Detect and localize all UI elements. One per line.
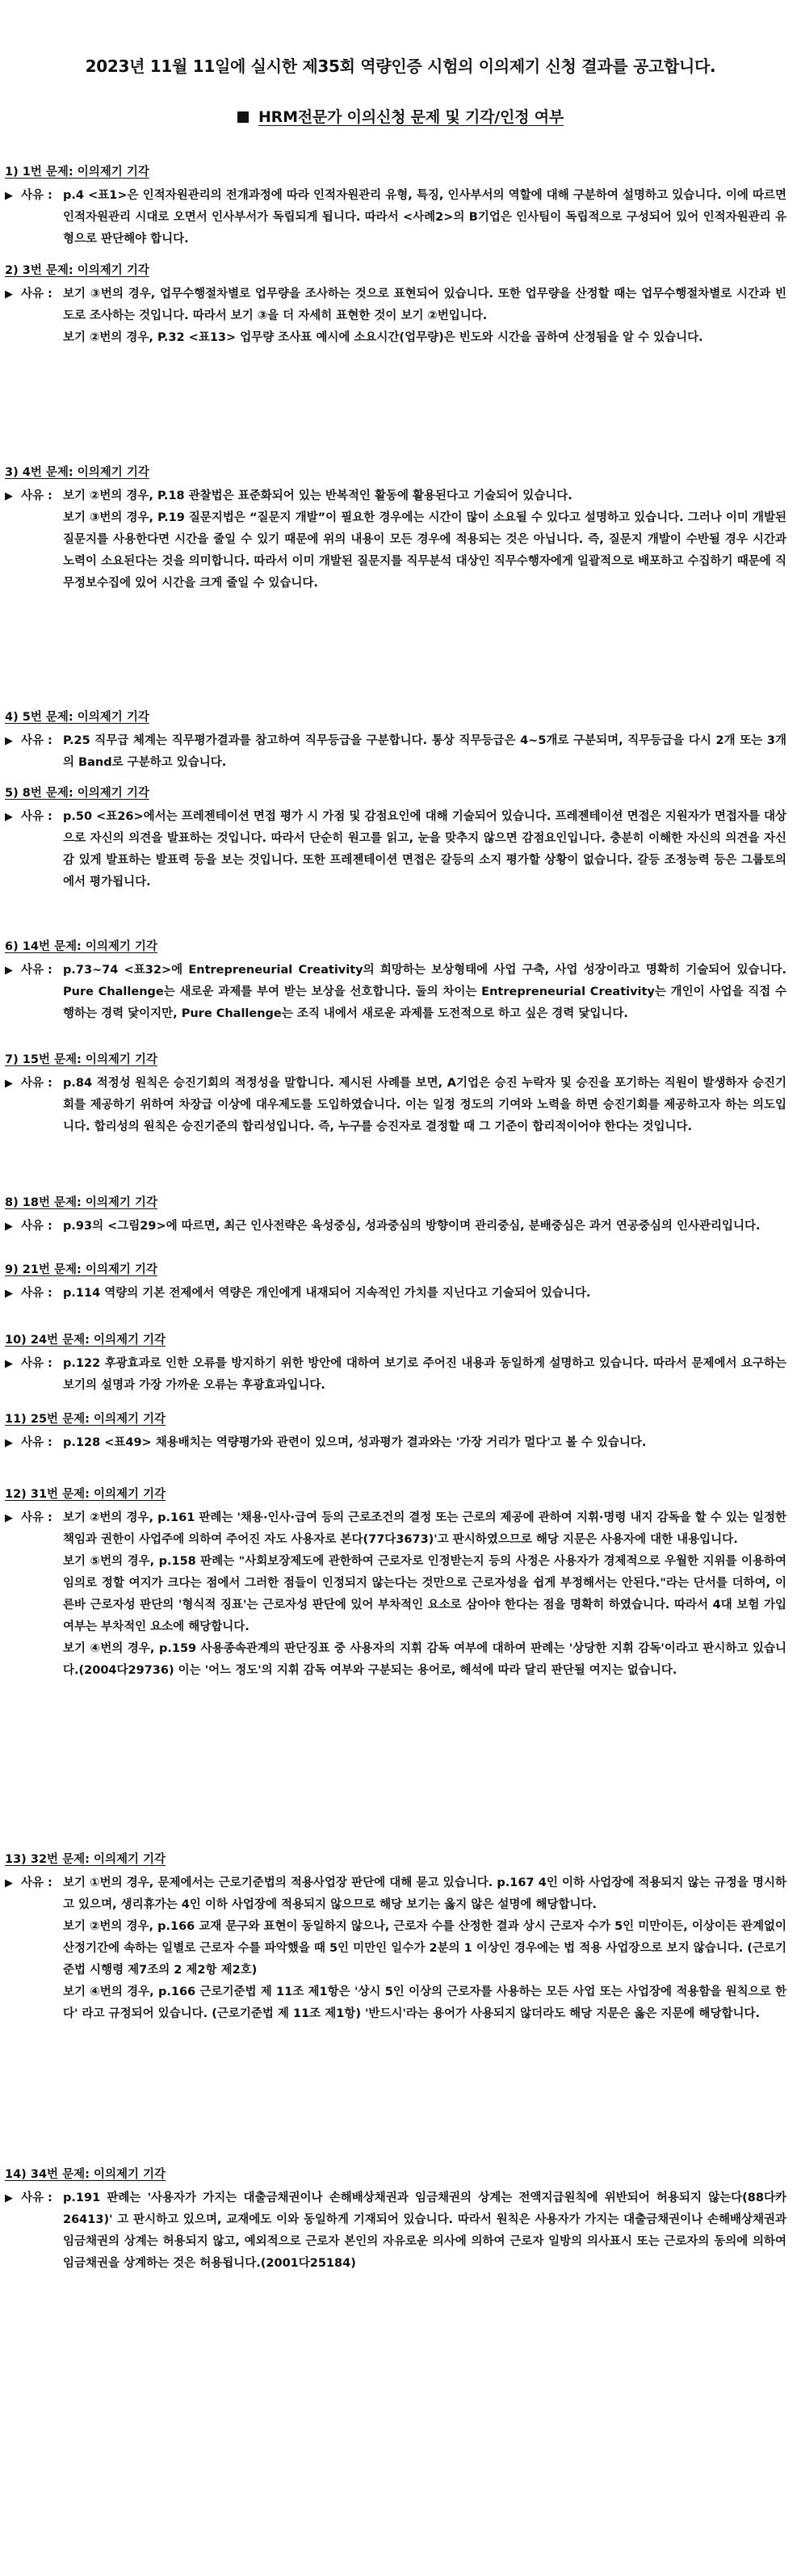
reason-paragraph: 보기 ②번의 경우, P.18 관찰법은 표준화되어 있는 반복적인 활동에 활용된다고 기술되어 있습니다. xyxy=(63,490,572,502)
item-heading-text: 12) 31번 문제: 이의제기 기각 xyxy=(5,1488,166,1501)
item-heading-text: 2) 3번 문제: 이의제기 기각 xyxy=(5,264,149,277)
item-reason xyxy=(5,806,786,893)
item-heading-text: 9) 21번 문제: 이의제기 기각 xyxy=(5,1263,157,1276)
item-reason xyxy=(5,960,786,1025)
item-heading xyxy=(5,1850,166,1867)
item-heading xyxy=(5,463,149,480)
reason-paragraph: 보기 ②번의 경우, p.166 교재 문구와 표현이 동일하지 않으나, 근로자 수를 산정한 결과 상시 근로자 수가 5인 미만이든, 이상이든 관계없이 산정기간에 속하는 일별로 근로자 수를 파악했을 때 5인 미만인 일수가 2분의 1 이상인 경우에는 법 적용 사업장으로 보지 않습니다. (근로기준법 시행령 제7조의 2 제2항 제2호) xyxy=(63,1920,786,1977)
item-heading xyxy=(5,162,149,179)
reason-paragraph: 보기 ①번의 경우, 문제에서는 근로기준법의 적용사업장 판단에 대해 묻고 있습니다. p.167 4인 이하 사업장에 적용되지 않는 규정을 명시하고 있으며, 생리휴가는 4인 이하 사업장에 적용되지 않으므로 해당 보기는 옳지 않은 설명에 해당합니다. xyxy=(63,1876,786,1911)
reason-label: 사유 : xyxy=(21,288,52,300)
section-title xyxy=(0,105,801,127)
item-heading xyxy=(5,1260,157,1277)
reason-paragraph: P.25 직무급 체계는 직무평가결과를 참고하여 직무등급을 구분합니다. 통상 직무등급은 4~5개로 구분되며, 직무등급을 다시 2개 또는 3개의 Band로 구분하고 있습니다. xyxy=(63,734,786,769)
item-reason xyxy=(5,1216,786,1238)
item-reason xyxy=(5,1073,786,1138)
triangle-bullet-icon: ▶ xyxy=(5,735,13,747)
reason-label: 사유 : xyxy=(21,189,52,202)
reason-label: 사유 : xyxy=(21,734,52,747)
item-heading-text: 4) 5번 문제: 이의제기 기각 xyxy=(5,711,149,724)
triangle-bullet-icon: ▶ xyxy=(5,1221,13,1233)
item-reason xyxy=(5,485,786,595)
triangle-bullet-icon: ▶ xyxy=(5,1437,13,1449)
item-heading xyxy=(5,1050,157,1067)
document-title: 2023년 11월 11일에 실시한 제35회 역량인증 시험의 이의제기 신청 결과를 공고합니다. xyxy=(85,57,716,76)
item-heading xyxy=(5,937,157,954)
triangle-bullet-icon: ▶ xyxy=(5,288,13,300)
item-heading xyxy=(5,708,149,725)
item-reason xyxy=(5,185,786,250)
item-heading xyxy=(5,784,149,801)
triangle-bullet-icon: ▶ xyxy=(5,490,13,502)
reason-paragraph: 보기 ③번의 경우, P.19 질문지법은 “질문지 개발”이 필요한 경우에는 시간이 많이 소요될 수 있다고 설명하고 있습니다. 그러나 이미 개발된 질문지를 사용한다면 시간을 줄일 수 있기 때문에 위의 내용이 모든 경우에 적용되는 것은 아닙니다. 즉, 질문지 개발이 수반될 경우 시간과 노력이 소요된다는 것을 의미합니다. 따라서 이미 개발된 질문지를 직무분석 대상인 직무수행자에게 일괄적으로 배포하고 수집하기 때문에 직무정보수집에 있어 시간을 크게 줄일 수 있습니다. xyxy=(63,511,786,590)
item-heading-text: 5) 8번 문제: 이의제기 기각 xyxy=(5,787,149,800)
item-reason xyxy=(5,1432,786,1454)
reason-label: 사유 : xyxy=(21,964,52,977)
reason-label: 사유 : xyxy=(21,1077,52,1090)
item-reason xyxy=(5,1507,786,1682)
item-heading-text: 14) 34번 문제: 이의제기 기각 xyxy=(5,2168,166,2181)
reason-paragraph: 보기 ⑤번의 경우, p.158 판례는 "사회보장제도에 관한하여 근로자로 인정받는지 등의 사정은 사용자가 경제적으로 우월한 지위를 이용하여 임의로 정할 여지가 크다는 점에서 그러한 점들이 인정되지 않는다는 것만으로 근로자성을 쉽게 부정해서는 안된다."라는 단서를 더하여, 이른바 근로자성 판단의 '형식적 징표'는 근로자성 판단에 있어 부차적인 요소로 삼아야 한다는 점을 명확히 하였습니다. 따라서 4대 보험 가입 여부는 부차적인 요소에 해당합니다. xyxy=(63,1555,786,1633)
reason-paragraph: p.50 <표26>에서는 프레젠테이션 면접 평가 시 가점 및 감점요인에 대해 기술되어 있습니다. 프레젠테이션 면접은 지원자가 면접자를 대상으로 자신의 의견을 발표하는 것입니다. 따라서 단순히 원고를 읽고, 눈을 맞추지 않으면 감점요인입니다. 충분히 이해한 자신의 의견을 자신감 있게 발표하는 발표력 등을 보는 것입니다. 또한 프레젠테이션 면접은 갈등의 소지 평가할 상황이 없습니다. 갈등 조정능력 등은 그룹토의에서 평가됩니다. xyxy=(63,810,786,889)
section-title-text: HRM전문가 이의신청 문제 및 기각/인정 여부 xyxy=(258,108,564,126)
triangle-bullet-icon: ▶ xyxy=(5,1358,13,1370)
reason-paragraph: p.73~74 <표32>에 Entrepreneurial Creativity의 희망하는 보상형태에 사업 구축, 사업 성장이라고 명확히 기술되어 있습니다. Pure Challenge는 새로운 과제를 부여 받는 보상을 선호합니다. 둘의 차이는 Entrepreneurial Creativity는 개인이 사업을 직접 수행하는 경력 닻이지만, Pure Challenge는 조직 내에서 새로운 과제를 도전적으로 하고 싶은 경력 닻입니다. xyxy=(63,964,786,1020)
reason-paragraph: p.4 <표1>은 인적자원관리의 전개과정에 따라 인적자원관리 유형, 특징, 인사부서의 역할에 대해 구분하여 설명하고 있습니다. 이에 따르면 인적자원관리 시대로 오면서 인사부서가 독립되게 됩니다. 따라서 <사례2>의 B기업은 인사팀이 독립적으로 구성되어 있어 인적자원관리 유형으로 판단해야 합니다. xyxy=(63,189,786,246)
reason-label: 사유 : xyxy=(21,1357,52,1370)
reason-label: 사유 : xyxy=(21,810,52,823)
triangle-bullet-icon: ▶ xyxy=(5,2192,13,2204)
reason-paragraph: p.114 역량의 기본 전제에서 역량은 개인에게 내재되어 지속적인 가치를 지닌다고 기술되어 있습니다. xyxy=(63,1287,591,1300)
item-heading-text: 8) 18번 문제: 이의제기 기각 xyxy=(5,1196,157,1209)
item-heading xyxy=(5,1485,166,1502)
reason-paragraph: 보기 ②번의 경우, P.32 <표13> 업무량 조사표 예시에 소요시간(업무량)은 빈도와 시간을 곱하여 산정됨을 알 수 있습니다. xyxy=(63,331,703,344)
reason-paragraph: p.191 판례는 '사용자가 가지는 대출금채권이나 손해배상채권과 임금채권의 상계는 전액지급원칙에 위반되어 허용되지 않는다(88다카26413)' 고 판시하고 있으며, 교재에도 이와 동일하게 기재되어 있습니다. 따라서 원칙은 사용자가 가지는 대출금채권이나 손해배상채권과 임금채권의 상계는 허용되지 않고, 예외적으로 근로자 본인의 자유로운 의사에 의하여 근로자 일방의 의사표시 또는 근로자의 동의에 의하여 임금채권을 상계하는 것은 허용됩니다.(2001다25184) xyxy=(63,2191,786,2270)
item-heading-text: 7) 15번 문제: 이의제기 기각 xyxy=(5,1053,157,1066)
item-heading xyxy=(5,1410,166,1427)
item-reason xyxy=(5,284,786,349)
triangle-bullet-icon: ▶ xyxy=(5,190,13,202)
item-heading xyxy=(5,1330,166,1347)
reason-paragraph: p.122 후광효과로 인한 오류를 방지하기 위한 방안에 대하여 보기로 주어진 내용과 동일하게 설명하고 있습니다. 따라서 문제에서 요구하는 보기의 설명과 가장 가까운 오류는 후광효과입니다. xyxy=(63,1357,786,1392)
reason-label: 사유 : xyxy=(21,1511,52,1524)
reason-paragraph: 보기 ②번의 경우, p.161 판례는 '채용·인사·급여 등의 근로조건의 결정 또는 근로의 제공에 관하여 지휘·명령 내지 감독을 할 수 있는 일정한 책임과 권한이 사업주에 의하여 주어진 자도 사용자로 본다(77다3673)'고 판시하였으므로 해당 지문은 사용자에 대한 내용입니다. xyxy=(63,1511,786,1546)
item-heading xyxy=(5,2165,166,2182)
item-heading-text: 10) 24번 문제: 이의제기 기각 xyxy=(5,1334,166,1347)
item-heading xyxy=(5,261,149,278)
reason-paragraph: p.128 <표49> 채용배치는 역량평가와 관련이 있으며, 성과평가 결과와는 '가장 거리가 멀다'고 볼 수 있습니다. xyxy=(63,1436,647,1449)
reason-paragraph: p.84 적정성 원칙은 승진기회의 적정성을 말합니다. 제시된 사례를 보면, A기업은 승진 누락자 및 승진을 포기하는 직원이 발생하자 승진기회를 제공하기 위하여 차장급 이상에 대우제도를 도입하였습니다. 이는 일정 정도의 기여와 노력을 하면 승진기회를 제공하고자 하는 의도입니다. 합리성의 원칙은 승진기준의 합리성입니다. 즉, 누구를 승진자로 결정할 때 그 기준이 합리적이어야 한다는 것입니다. xyxy=(63,1077,786,1133)
triangle-bullet-icon: ▶ xyxy=(5,1288,13,1300)
reason-paragraph: 보기 ④번의 경우, p.159 사용종속관계의 판단징표 중 사용자의 지휘 감독 여부에 대하여 판례는 '상당한 지휘 감독'이라고 판시하고 있습니다.(2004다29736) 이는 '어느 정도'의 지휘 감독 여부와 구분되는 용어로, 해석에 따라 달리 판단될 여지는 없습니다. xyxy=(63,1642,786,1677)
item-reason xyxy=(5,730,786,774)
item-heading-text: 6) 14번 문제: 이의제기 기각 xyxy=(5,940,157,953)
item-reason xyxy=(5,1353,786,1397)
black-square-icon xyxy=(237,111,249,123)
item-reason xyxy=(5,2187,786,2275)
item-heading-text: 13) 32번 문제: 이의제기 기각 xyxy=(5,1853,166,1866)
item-heading-text: 11) 25번 문제: 이의제기 기각 xyxy=(5,1413,166,1426)
item-heading-text: 3) 4번 문제: 이의제기 기각 xyxy=(5,466,149,479)
triangle-bullet-icon: ▶ xyxy=(5,1078,13,1090)
item-reason xyxy=(5,1872,786,2025)
triangle-bullet-icon: ▶ xyxy=(5,811,13,823)
triangle-bullet-icon: ▶ xyxy=(5,964,13,977)
item-heading xyxy=(5,1193,157,1210)
item-reason xyxy=(5,1283,786,1305)
reason-label: 사유 : xyxy=(21,490,52,502)
reason-paragraph: 보기 ③번의 경우, 업무수행절차별로 업무량을 조사하는 것으로 표현되어 있습니다. 또한 업무량을 산정할 때는 업무수행절차별로 시간과 빈도로 조사하는 것입니다. 따라서 보기 ③을 더 자세히 표현한 것이 보기 ②번입니다. xyxy=(63,288,786,322)
triangle-bullet-icon: ▶ xyxy=(5,1877,13,1889)
reason-paragraph: 보기 ④번의 경우, p.166 근로기준법 제 11조 제1항은 '상시 5인 이상의 근로자를 사용하는 모든 사업 또는 사업장에 적용함을 원칙으로 한다' 라고 규정되어 있습니다. (근로기준법 제 11조 제1항) '반드시'라는 용어가 사용되지 않더라도 해당 지문은 옳은 지문에 해당합니다. xyxy=(63,1986,786,2020)
item-heading-text: 1) 1번 문제: 이의제기 기각 xyxy=(5,166,149,179)
reason-label: 사유 : xyxy=(21,1436,52,1449)
reason-label: 사유 : xyxy=(21,1876,52,1889)
reason-label: 사유 : xyxy=(21,1287,52,1300)
reason-label: 사유 : xyxy=(21,2191,52,2204)
triangle-bullet-icon: ▶ xyxy=(5,1512,13,1524)
reason-label: 사유 : xyxy=(21,1220,52,1233)
reason-paragraph: p.93의 <그림29>에 따르면, 최근 인사전략은 육성중심, 성과중심의 방향이며 관리중심, 분배중심은 과거 연공중심의 인사관리입니다. xyxy=(63,1220,761,1233)
